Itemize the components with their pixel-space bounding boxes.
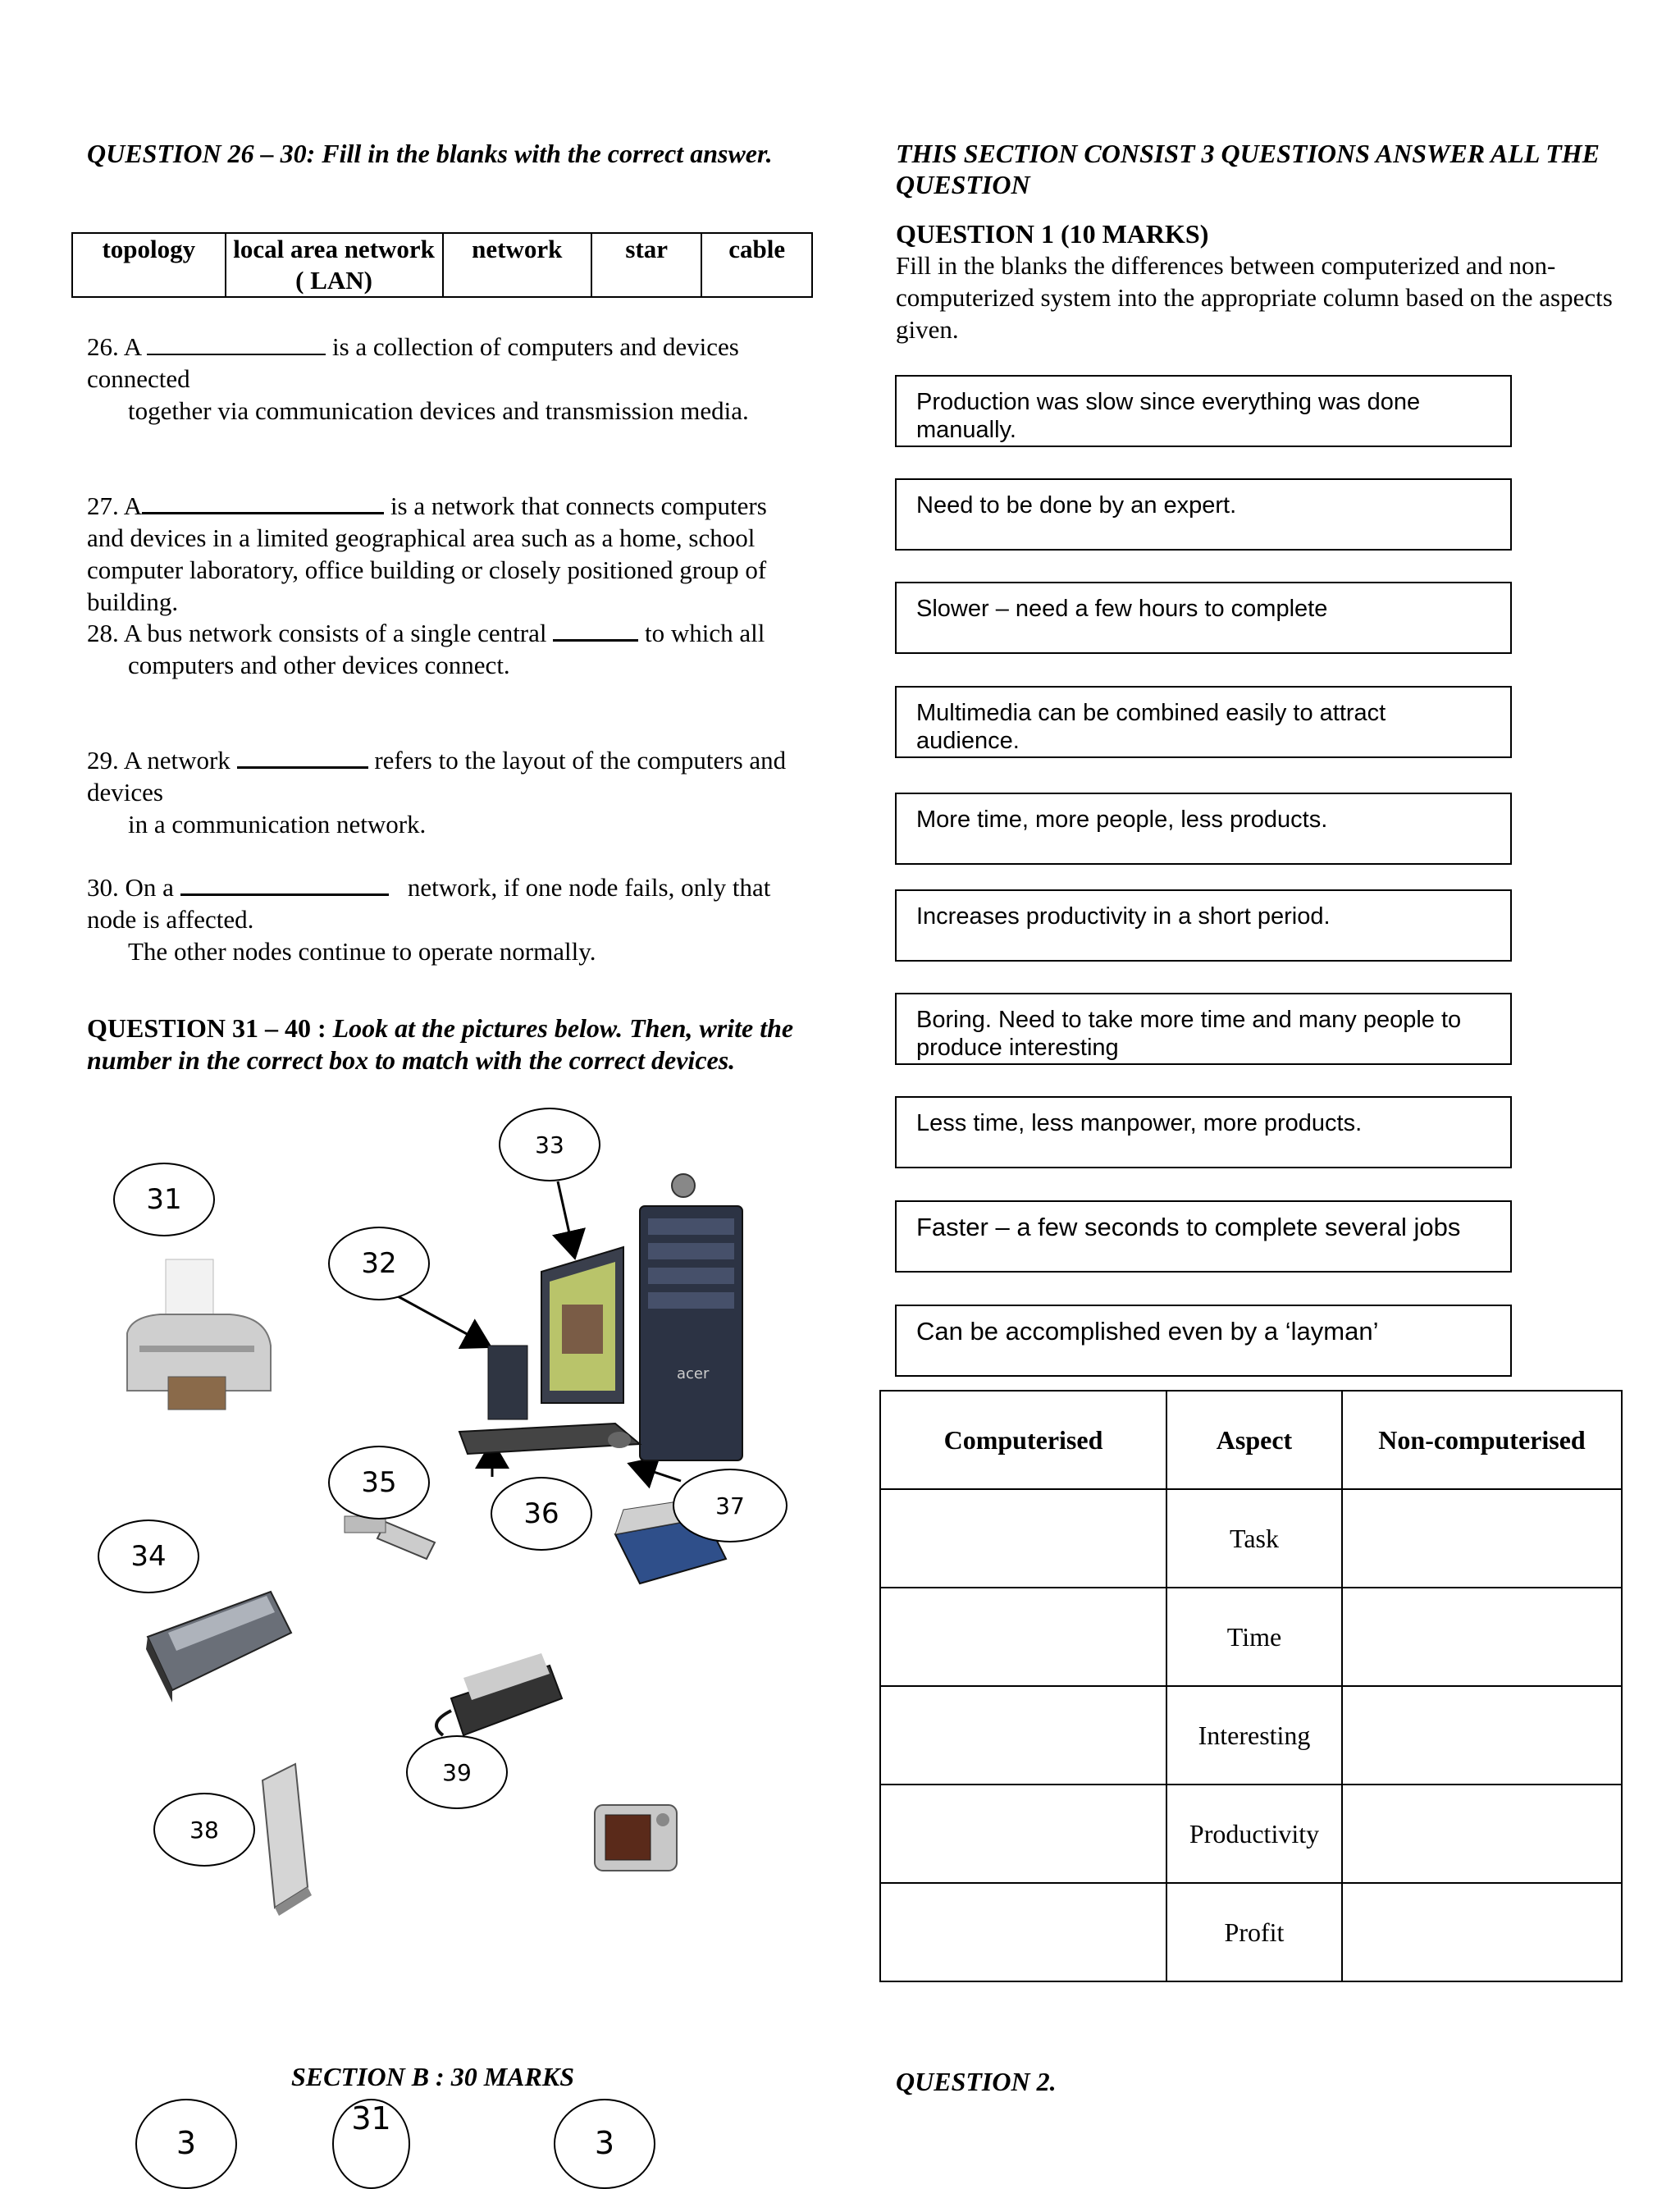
aspect-cell: Time	[1166, 1588, 1342, 1686]
aspect-cell: Task	[1166, 1489, 1342, 1588]
scanner-image	[146, 1592, 291, 1702]
word-bank-cell: star	[591, 233, 702, 297]
non-computerised-cell[interactable]	[1342, 1883, 1622, 1981]
blank-26[interactable]	[147, 331, 326, 355]
table-row	[880, 1883, 1622, 1981]
question-2-heading: QUESTION 2.	[896, 2067, 1057, 2096]
answer-box-3[interactable]: Slower – need a few hours to complete	[895, 582, 1512, 654]
answer-box-5[interactable]: More time, more people, less products.	[895, 793, 1512, 865]
answer-box-7[interactable]: Boring. Need to take more time and many people to produce interesting	[895, 993, 1512, 1065]
section-b-heading: SECTION B : 30 MARKS	[291, 2062, 574, 2091]
answer-box-4[interactable]: Multimedia can be combined easily to attract audience.	[895, 686, 1512, 758]
pendrive-image	[345, 1516, 435, 1559]
q26-30-heading: QUESTION 26 – 30: Fill in the blanks with the correct answer.	[87, 139, 773, 168]
aspect-cell: Productivity	[1166, 1785, 1342, 1883]
aspect-cell: Profit	[1166, 1883, 1342, 1981]
computerised-cell[interactable]	[880, 1883, 1166, 1981]
label-bubble-32: 32	[328, 1227, 430, 1300]
question-29-number: 29. A network	[87, 746, 231, 775]
table-row	[880, 1686, 1622, 1785]
answer-box-6[interactable]: Increases productivity in a short period.	[895, 889, 1512, 962]
answer-box-10[interactable]: Can be accomplished even by a ‘layman’	[895, 1305, 1512, 1377]
label-bubble-31: 31	[113, 1163, 215, 1236]
computerised-cell[interactable]	[880, 1686, 1166, 1785]
comparison-table	[879, 1390, 1623, 1982]
non-computerised-cell[interactable]	[1342, 1489, 1622, 1588]
label-bubble-35: 35	[328, 1446, 430, 1520]
question-28	[87, 616, 801, 681]
table-row	[880, 1489, 1622, 1588]
computerised-cell[interactable]	[880, 1489, 1166, 1588]
computerised-cell[interactable]	[880, 1785, 1166, 1883]
label-bubble-39: 39	[406, 1735, 508, 1809]
camera-image	[595, 1805, 677, 1871]
computerised-cell[interactable]	[880, 1588, 1166, 1686]
question-30-text: network, if one node fails, only that node is affected.	[87, 873, 771, 934]
table-row	[880, 1785, 1622, 1883]
word-bank-cell: cable	[701, 233, 812, 297]
question-27-text: is a network that connects computers and devices in a limited geographical area such as a home, school computer laboratory, office building or closely positioned group of building.	[87, 491, 767, 616]
question-27	[87, 489, 801, 618]
q31-40-heading-text: Look at the pictures below. Then, write the number in the correct box to match with the correct devices.	[87, 1013, 794, 1075]
answer-box-1[interactable]: Production was slow since everything was done manually.	[895, 375, 1512, 447]
external-drive-image	[262, 1764, 312, 1916]
computer-tower-image	[640, 1174, 742, 1460]
header-computerised: Computerised	[880, 1391, 1166, 1489]
word-bank-cell: local area network ( LAN)	[226, 233, 443, 297]
bottom-bubble-middle: 31	[332, 2099, 410, 2189]
question-28-number: 28. A bus network consists of a single central	[87, 619, 547, 647]
non-computerised-cell[interactable]	[1342, 1588, 1622, 1686]
answer-box-9[interactable]: Faster – a few seconds to complete several jobs	[895, 1200, 1512, 1273]
header-aspect: Aspect	[1166, 1391, 1342, 1489]
question-29-line2: in a communication network.	[128, 810, 427, 839]
non-computerised-cell[interactable]	[1342, 1686, 1622, 1785]
q31-40-heading	[87, 1012, 809, 1076]
monitor-image	[459, 1247, 640, 1454]
question-30-number: 30. On a	[87, 873, 174, 902]
answer-box-2[interactable]: Need to be done by an expert.	[895, 478, 1512, 551]
question-30-line2: The other nodes continue to operate normally.	[128, 937, 596, 966]
printer-image	[127, 1259, 271, 1410]
label-bubble-34: 34	[98, 1520, 199, 1593]
bottom-bubble-right: 3	[554, 2099, 655, 2189]
question-26-line2: together via communication devices and transmission media.	[128, 396, 749, 425]
question-28-line2: computers and other devices connect.	[128, 651, 510, 679]
blank-27[interactable]	[142, 489, 384, 514]
aspect-cell: Interesting	[1166, 1686, 1342, 1785]
label-bubble-33: 33	[499, 1108, 600, 1181]
table-row	[880, 1588, 1622, 1686]
blank-30[interactable]	[180, 871, 389, 896]
question-1-instructions: Fill in the blanks the differences between computerized and non-computerized system into the appropriate column based on the aspects given.	[896, 251, 1613, 344]
bottom-bubble-left: 3	[135, 2099, 237, 2189]
label-bubble-37: 37	[673, 1469, 788, 1542]
blank-29[interactable]	[237, 743, 368, 769]
word-bank-cell: topology	[72, 233, 226, 297]
label-bubble-36: 36	[491, 1477, 592, 1551]
question-26-text: is a collection of computers and devices connected	[87, 332, 739, 393]
word-bank-cell: network	[443, 233, 591, 297]
answer-box-8[interactable]: Less time, less manpower, more products.	[895, 1096, 1512, 1168]
header-non-computerised: Non-computerised	[1342, 1391, 1622, 1489]
word-bank-table	[71, 232, 813, 298]
question-29	[87, 743, 801, 840]
section-heading: THIS SECTION CONSIST 3 QUESTIONS ANSWER ALL THE QUESTION	[896, 139, 1600, 199]
blank-28[interactable]	[553, 616, 638, 642]
svg-text:acer: acer	[677, 1365, 710, 1382]
table-header-row	[880, 1391, 1622, 1489]
question-1-heading: QUESTION 1 (10 MARKS)	[896, 219, 1209, 249]
question-28-text: to which all	[645, 619, 765, 647]
card-reader-image	[436, 1653, 562, 1735]
non-computerised-cell[interactable]	[1342, 1785, 1622, 1883]
question-26-number: 26. A	[87, 332, 141, 361]
label-bubble-38: 38	[153, 1793, 255, 1867]
q31-40-heading-number: QUESTION 31 – 40 :	[87, 1013, 326, 1043]
question-27-number: 27. A	[87, 491, 143, 520]
question-26	[87, 331, 792, 427]
question-29-text: refers to the layout of the computers and devices	[87, 746, 787, 807]
question-30	[87, 871, 801, 967]
